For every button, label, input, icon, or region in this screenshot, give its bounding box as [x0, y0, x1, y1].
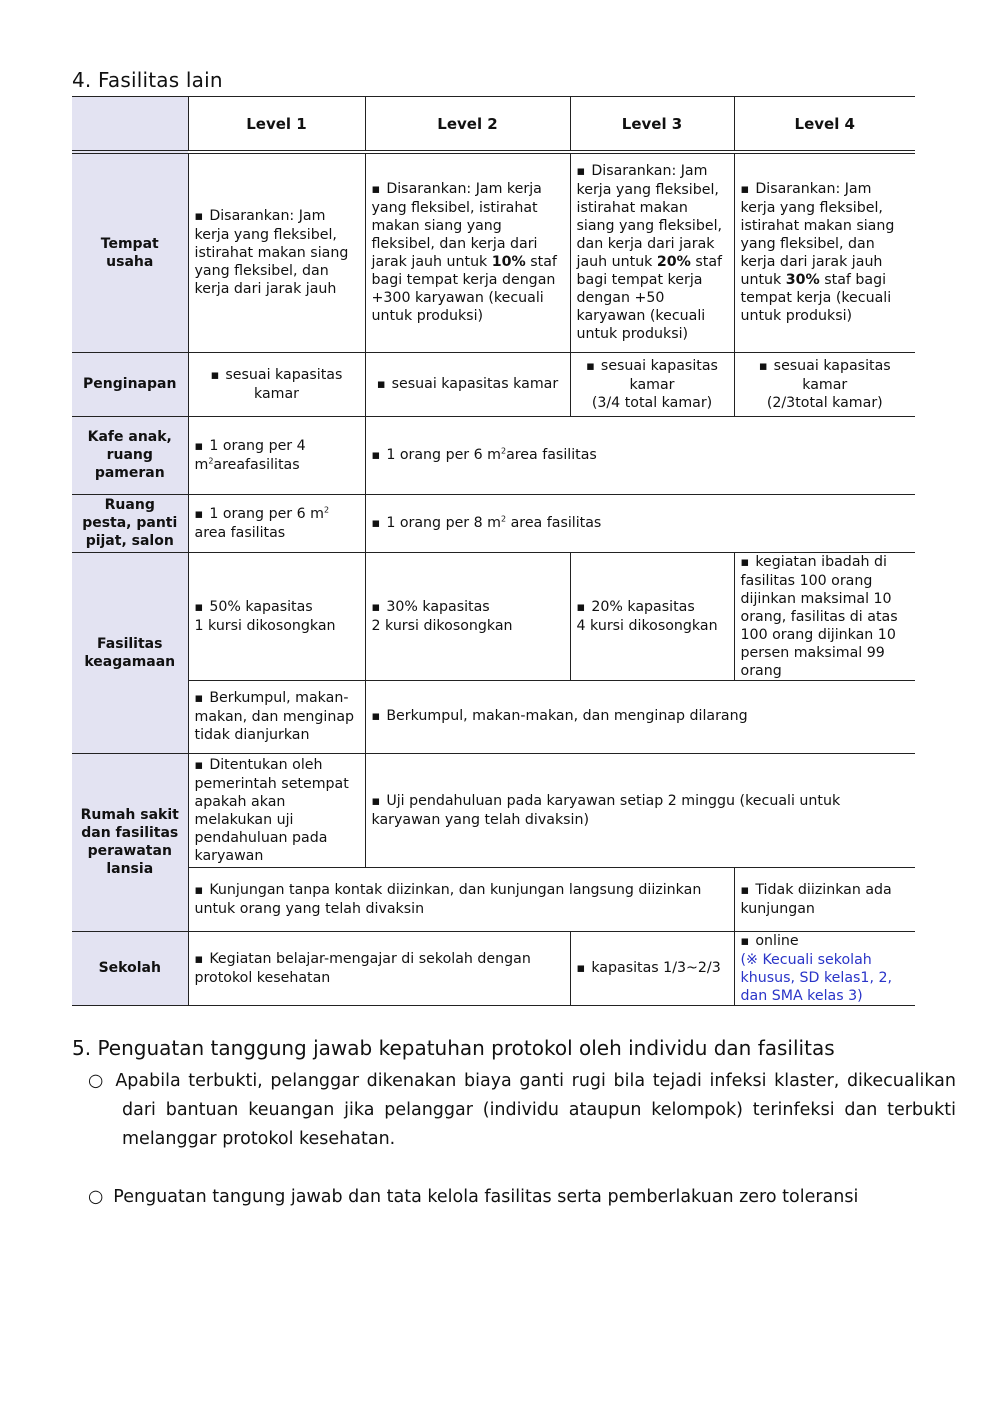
- bullet-post: staf bagi tempat kerja (kecuali untuk produksi): [740, 272, 892, 325]
- bullet-text: ▪ sesuai kapasitas kamar: [211, 367, 343, 402]
- section-4-title: 4. Fasilitas lain: [72, 68, 223, 92]
- superscript: 2: [501, 445, 507, 455]
- bullet-pre: ▪ 1 orang per 8 m: [372, 515, 502, 531]
- bullet-text: ▪ sesuai kapasitas kamar: [586, 358, 718, 393]
- cell-level-3: [570, 931, 734, 1005]
- cell-level-1: [188, 416, 365, 494]
- bullet-post: area fasilitas: [506, 446, 597, 463]
- header-corner: [72, 97, 188, 153]
- cell-level-1-2: [188, 931, 570, 1005]
- bullet-text: ▪ 20% kapasitas: [577, 599, 695, 615]
- row-tempat-usaha: [72, 152, 915, 352]
- bullet-text: ▪ 50% kapasitas: [195, 599, 313, 615]
- header-level-2: Level 2: [365, 97, 570, 153]
- paragraph-text: Apabila terbukti, pelanggar dikenakan biaya ganti rugi bila tejadi infeksi klaster, dikecualikan dari bantuan keuangan jika pelanggar (individu ataupun kelompok) terinfeksi dan terbukti melanggar protokol kesehatan.: [115, 1071, 956, 1149]
- cell-level-2-4: [365, 494, 915, 552]
- row-label: Fasilitas keagamaan: [72, 552, 188, 753]
- bullet-text: ▪ Disarankan: Jam kerja yang fleksibel, istirahat makan siang yang fleksibel, dan kerja dari jarak jauh: [195, 208, 349, 297]
- bullet-post: staf bagi tempat kerja dengan +300 karyawan (kecuali untuk produksi): [371, 254, 557, 325]
- row-keagamaan-capacity: [72, 552, 915, 680]
- cell-level-1: [188, 552, 365, 680]
- bullet-text: ▪ Ditentukan oleh pemerintah setempat apakah akan melakukan uji pendahuluan pada karyawan: [195, 757, 349, 864]
- row-label: Kafe anak, ruang pameran: [72, 416, 188, 494]
- row-label: Tempat usaha: [72, 152, 188, 352]
- section-5-title: 5. Penguatan tanggung jawab kepatuhan protokol oleh individu dan fasilitas: [72, 1036, 835, 1060]
- cell-level-3: [570, 552, 734, 680]
- header-level-4: Level 4: [734, 97, 915, 153]
- cell-level-4: [734, 867, 915, 931]
- exception-note: (※ Kecuali sekolah khusus, SD kelas1, 2, dan SMA kelas 3): [740, 951, 892, 1004]
- row-rumah-sakit-visit: [72, 867, 915, 931]
- bullet-text: ▪ sesuai kapasitas kamar: [377, 376, 558, 392]
- row-label: Ruang pesta, panti pijat, salon: [72, 494, 188, 552]
- bullet-pre: ▪ 1 orang per 4 m: [195, 438, 306, 473]
- bullet-post: area fasilitas: [194, 524, 286, 541]
- cell-level-2-4: [365, 753, 915, 867]
- cell-level-3: [570, 352, 734, 416]
- bullet-pre: ▪ Disarankan: Jam kerja yang fleksibel, istirahat makan siang yang fleksibel, dan kerja dari jarak jauh untuk: [741, 181, 895, 288]
- row-label: Rumah sakit dan fasilitas perawatan lansia: [72, 753, 188, 931]
- bold-percent: 30%: [785, 272, 820, 289]
- bullet-text: ▪ Berkumpul, makan-makan, dan menginap dilarang: [372, 708, 748, 724]
- bullet-text: ▪ kapasitas 1/3~2/3: [577, 960, 721, 976]
- superscript: 2: [324, 504, 330, 514]
- bold-percent: 10%: [491, 254, 526, 271]
- header-level-1: Level 1: [188, 97, 365, 153]
- bullet-pre: ▪ 1 orang per 6 m: [372, 447, 502, 463]
- cell-level-4: [734, 552, 915, 680]
- cell-level-1: [188, 753, 365, 867]
- seat-text: 1 kursi dikosongkan: [194, 617, 336, 634]
- note-text: (3/4 total kamar): [591, 394, 713, 411]
- cell-level-2: [365, 152, 570, 352]
- note-text: (2/3total kamar): [766, 394, 883, 411]
- cell-level-1: [188, 152, 365, 352]
- facilities-table: [72, 96, 915, 1006]
- seat-text: 2 kursi dikosongkan: [371, 617, 513, 634]
- bullet-text: ▪ sesuai kapasitas kamar: [759, 358, 891, 393]
- cell-level-2: [365, 552, 570, 680]
- paragraph-penalty: [88, 1067, 956, 1154]
- bullet-post: staf bagi tempat kerja dengan +50 karyawan (kecuali untuk produksi): [576, 254, 723, 343]
- row-penginapan: [72, 352, 915, 416]
- cell-level-4: [734, 152, 915, 352]
- bullet-text: ▪ online: [741, 933, 799, 949]
- bullet-pre: ▪ Disarankan: Jam kerja yang fleksibel, istirahat makan siang yang fleksibel, dan kerja dari jarak jauh untuk: [372, 181, 542, 270]
- row-label: Sekolah: [72, 931, 188, 1005]
- cell-level-1: [188, 680, 365, 753]
- bullet-text: ▪ Kegiatan belajar-mengajar di sekolah dengan protokol kesehatan: [195, 951, 531, 986]
- circle-bullet-icon: ○: [88, 1071, 106, 1091]
- superscript: 2: [501, 513, 507, 523]
- bullet-pre: ▪ Disarankan: Jam kerja yang fleksibel, istirahat makan siang yang fleksibel, dan kerja dari jarak jauh untuk: [577, 163, 723, 270]
- row-rumah-sakit-test: [72, 753, 915, 867]
- bullet-text: ▪ 30% kapasitas: [372, 599, 490, 615]
- bold-percent: 20%: [656, 254, 691, 271]
- paragraph-zero-tolerance: [88, 1183, 922, 1212]
- table-header-row: [72, 97, 915, 153]
- cell-level-4: [734, 352, 915, 416]
- cell-level-3: [570, 152, 734, 352]
- cell-level-1: [188, 352, 365, 416]
- bullet-post: areafasilitas: [213, 456, 300, 473]
- cell-level-1-3: [188, 867, 734, 931]
- cell-level-2-4: [365, 416, 915, 494]
- cell-level-1: [188, 494, 365, 552]
- bullet-text: ▪ Tidak diizinkan ada kunjungan: [741, 882, 892, 917]
- bullet-text: ▪ kegiatan ibadah di fasilitas 100 orang dijinkan maksimal 10 orang, fasilitas di atas 100 orang dijinkan 10 persen maksimal 99 orang: [741, 554, 898, 679]
- circle-bullet-icon: ○: [88, 1187, 104, 1207]
- row-label: Penginapan: [72, 352, 188, 416]
- row-kafe: [72, 416, 915, 494]
- row-sekolah: [72, 931, 915, 1005]
- bullet-text: ▪ Berkumpul, makan-makan, dan menginap tidak dianjurkan: [195, 690, 355, 743]
- row-ruang-pesta: [72, 494, 915, 552]
- bullet-text: ▪ Kunjungan tanpa kontak diizinkan, dan kunjungan langsung diizinkan untuk orang yang telah divaksin: [195, 882, 702, 917]
- bullet-pre: ▪ 1 orang per 6 m: [195, 506, 325, 522]
- seat-text: 4 kursi dikosongkan: [576, 617, 718, 634]
- cell-level-2-4: [365, 680, 915, 753]
- bullet-text: ▪ Uji pendahuluan pada karyawan setiap 2 minggu (kecuali untuk karyawan yang telah divaksin): [372, 793, 841, 828]
- row-keagamaan-gathering: [72, 680, 915, 753]
- cell-level-4: [734, 931, 915, 1005]
- paragraph-text: Penguatan tangung jawab dan tata kelola fasilitas serta pemberlakuan zero toleransi: [113, 1187, 859, 1207]
- cell-level-2: [365, 352, 570, 416]
- superscript: 2: [208, 455, 214, 465]
- bullet-post: area fasilitas: [506, 514, 602, 531]
- header-level-3: Level 3: [570, 97, 734, 153]
